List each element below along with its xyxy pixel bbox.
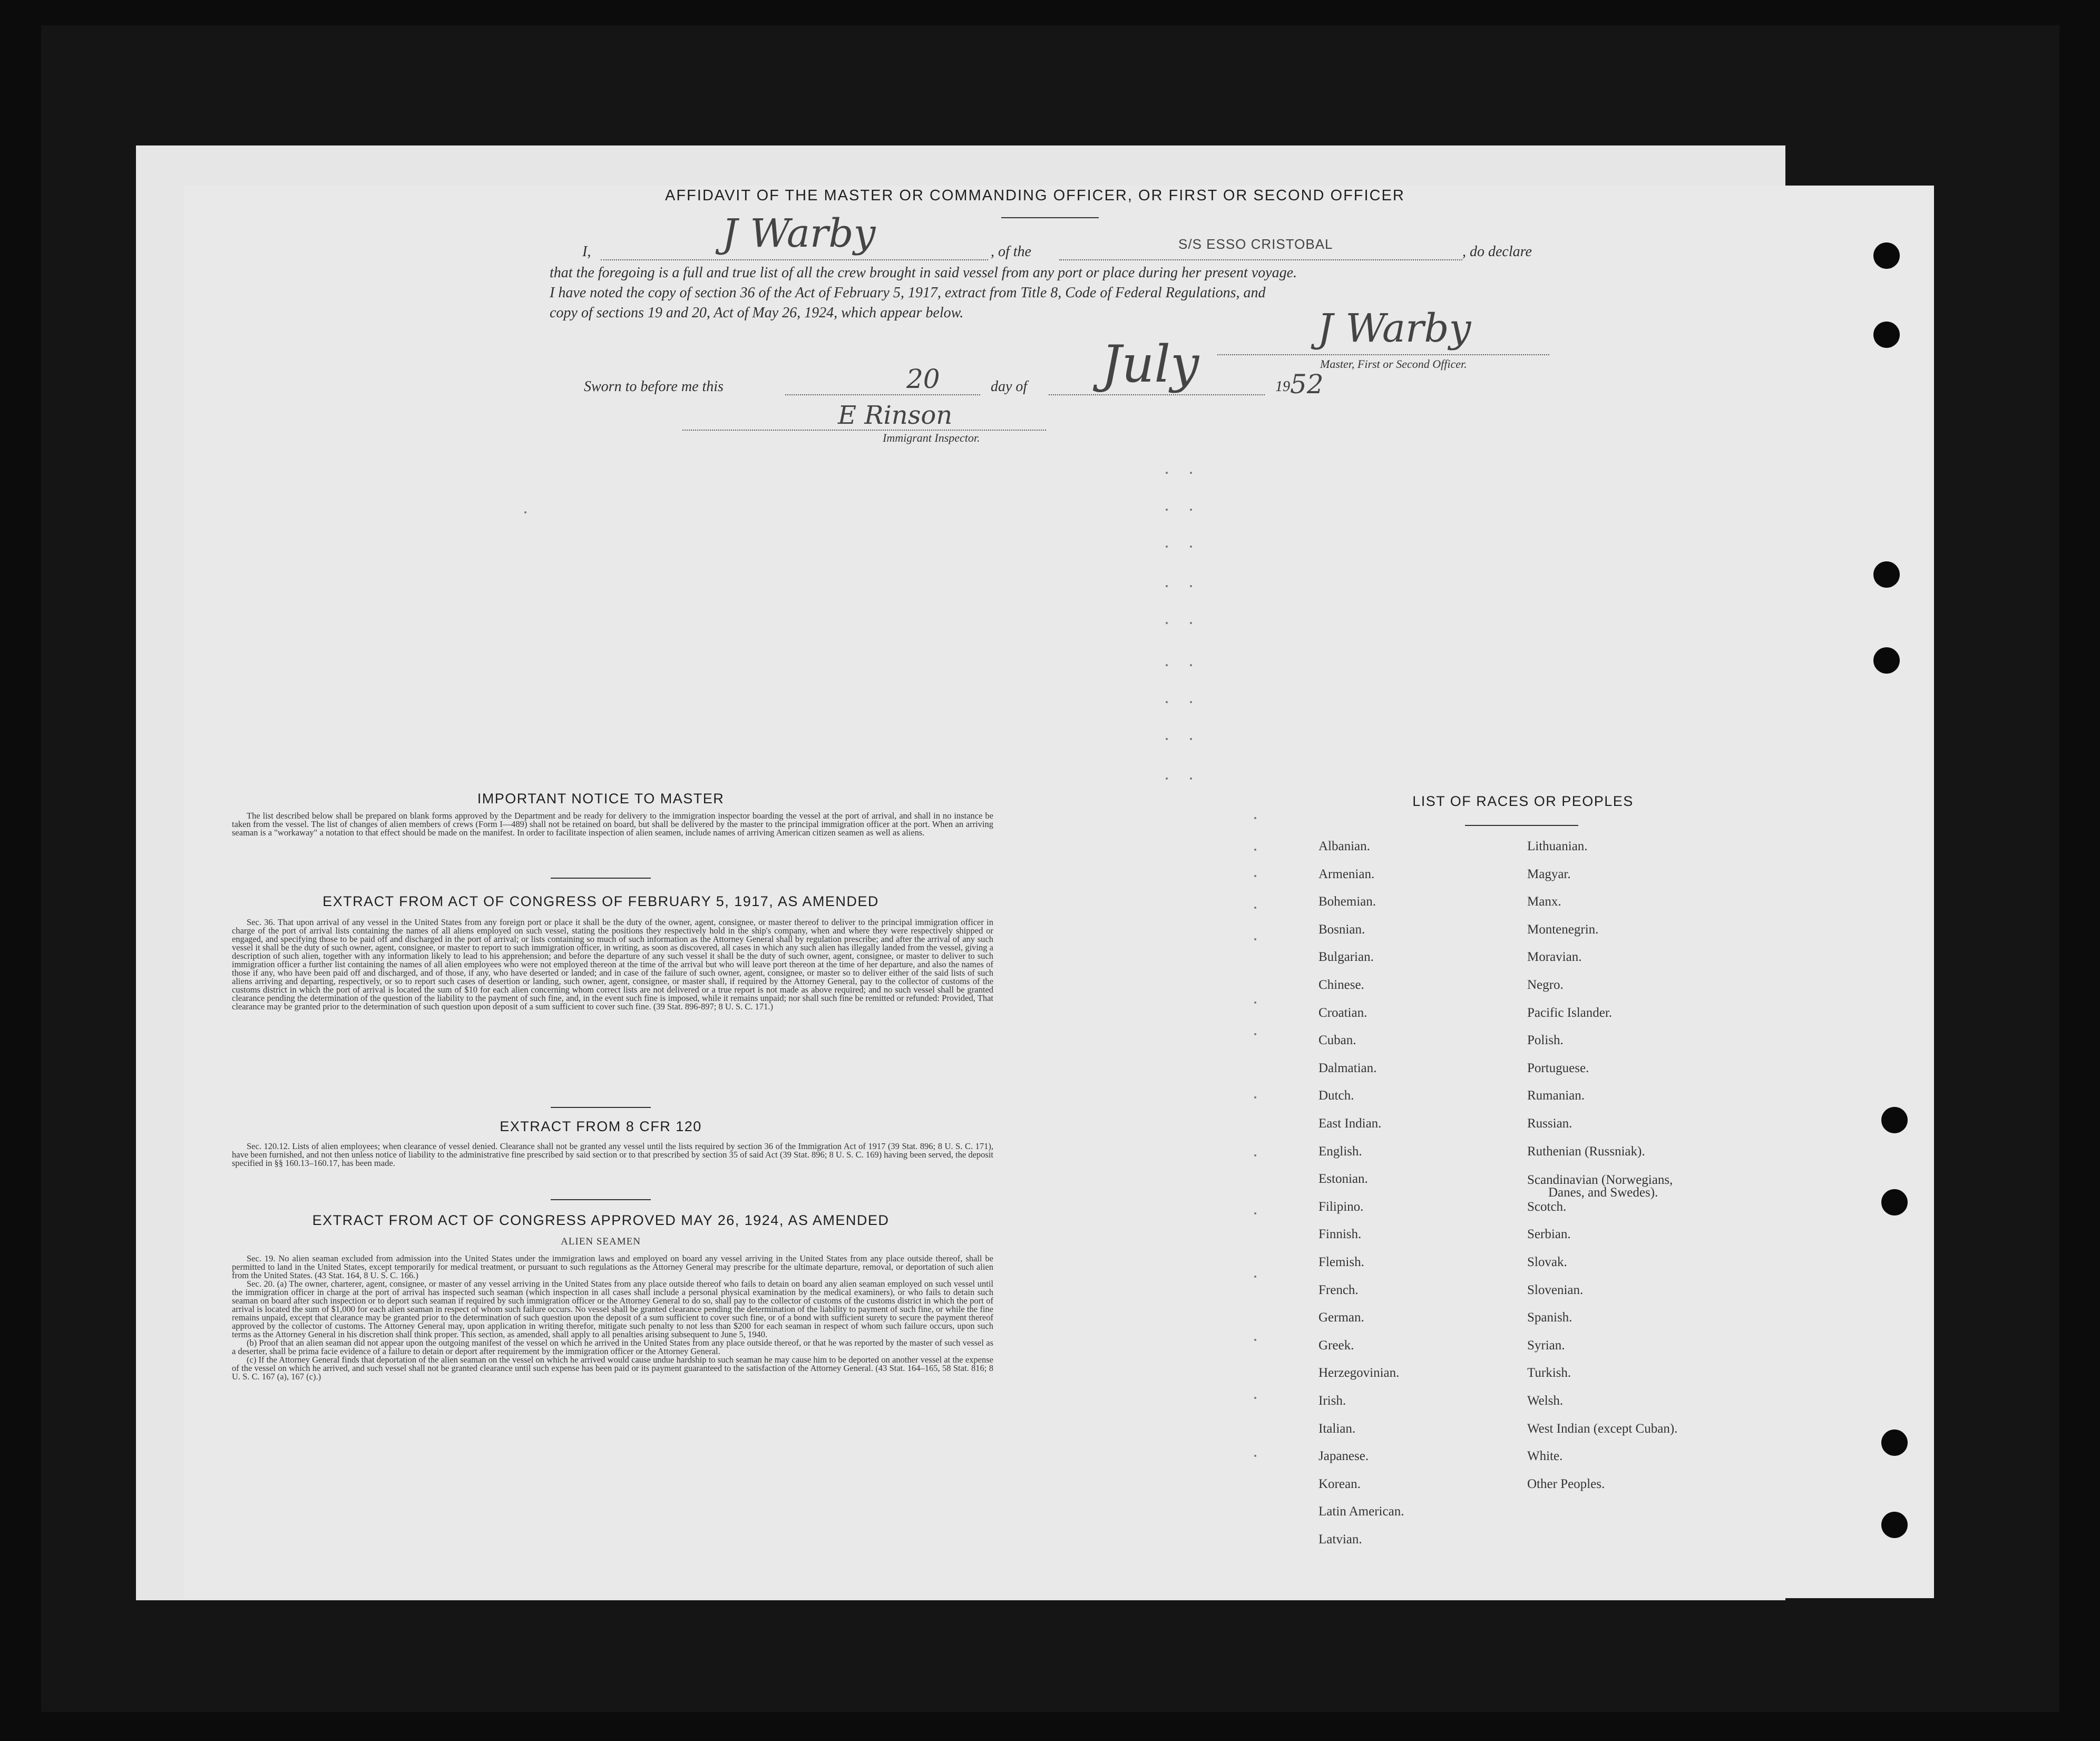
day-of-label: day of [991,378,1028,395]
page-speck [1254,1397,1256,1399]
master-signature-line [1217,354,1549,355]
extract-1917-heading: EXTRACT FROM ACT OF CONGRESS OF FEBRUARY 5, 1917, AS AMENDED [323,893,879,909]
race-item: Russian. [1527,1116,1572,1131]
race-item: Scandinavian (Norwegians, [1527,1173,1673,1188]
page-speck [1254,1455,1256,1457]
race-item: Montenegrin. [1527,922,1599,937]
page-speck [1166,701,1168,703]
notice-heading: IMPORTANT NOTICE TO MASTER [477,791,725,806]
races-divider [1465,825,1578,826]
punch-hole-icon [1873,647,1900,674]
page-speck [524,511,526,513]
race-item: Latvian. [1318,1532,1362,1547]
race-item: Korean. [1318,1476,1361,1491]
affidavit-line-2: that the foregoing is a full and true list of all the crew brought in said vessel from any port or place during her present voyage. [550,265,1297,281]
extract-1924-heading: EXTRACT FROM ACT OF CONGRESS APPROVED MAY 26, 1924, AS AMENDED [312,1212,890,1228]
page-speck [1190,622,1192,624]
extract-1924-paragraph: Sec. 19. No alien seaman excluded from admission into the United States under the immigration laws and employed on board any vessel arriving in the United States from any place outside thereof, shall be permitted to land in the United States, except temporarily for medical treatment, or pursuant to such regulations as the Attorney General may prescribe for the ultimate departure, removal, or deportation of such alien from the United States. (43 Stat. 164, 8 U. S. C. 166.) [232,1253,993,1280]
extract-1924-paragraph: Sec. 20. (a) The owner, charterer, agent, consignee, or master of any vessel arriving in the United States from any place outside thereof who fails to detain on board any alien seaman employed on such vessel until the immigration officer in charge at the port of arrival has inspected such seaman (which inspection in all cases shall include a personal physical examination by the medical examiners), or who fails to detain such seaman on board after such inspection or to deport such seaman if required by such immigration officer or the Attorney General to do so, shall pay to the collector of customs of the customs district in which the port of arrival is located the sum of $1,000 for each alien seaman in respect of whom such failure occurs. No vessel shall be granted clearance pending the determination of the liability to payment of such fine, or while the fine remains unpaid, except that clearance may be granted prior to the determination of such question upon the deposit of a sum sufficient to cover such fine, or of a bond with sufficient surety to secure the payment thereof approved by the collector of customs. The Attorney General may, upon application in writing therefor, mitigate such penalty to not less than $200 for each seaman in respect of whom such failure occurs, upon such terms as the Attorney General in his discretion shall think proper. This section, as amended, shall apply to all penalties arising subsequent to June 5, 1940. [232,1279,993,1339]
vessel-line [1059,259,1462,260]
affidavit-line-3: I have noted the copy of section 36 of the Act of February 5, 1917, extract from Title 8, Code of Federal Regulations, and [550,285,1266,301]
extract-cfr-text [232,1142,993,1168]
month-value: July [1101,335,1199,394]
page-speck [1190,738,1192,740]
punch-hole-icon [1881,1429,1908,1456]
race-item: Ruthenian (Russniak). [1527,1144,1645,1159]
race-item: Lithuanian. [1527,839,1588,853]
page-speck [1254,875,1256,877]
race-item: Latin American. [1318,1504,1404,1519]
section-divider [551,878,651,879]
race-item: Herzegovinian. [1318,1366,1400,1380]
page-speck [1166,622,1168,624]
race-item: Bohemian. [1318,894,1376,909]
page-speck [1190,546,1192,548]
race-item: East Indian. [1318,1116,1382,1131]
notice-text [232,812,993,837]
race-item: Italian. [1318,1421,1356,1436]
race-item: Spanish. [1527,1310,1572,1325]
page-speck [1166,509,1168,511]
signer-line [601,259,988,260]
page-speck [1254,1001,1256,1004]
race-item: Japanese. [1318,1449,1369,1464]
race-item: Irish. [1318,1394,1346,1408]
signer-signature: J Warby [722,211,876,256]
page-speck [1254,938,1256,940]
year-prefix: 19 [1275,378,1290,395]
race-item: Negro. [1527,978,1564,992]
page-speck [1254,1276,1256,1278]
race-item: Manx. [1527,894,1561,909]
sworn-label: Sworn to before me this [584,378,724,395]
affidavit-i-label: I, [582,244,591,260]
inspector-label: Immigrant Inspector. [883,431,980,444]
do-declare-label: , do declare [1462,244,1532,260]
extract-1924-paragraph: (c) If the Attorney General finds that deportation of the alien seaman on the vessel on which he arrived would cause undue hardship to such seaman he may cause him to be deported on another vessel at the expense of the vessel on which he arrived, and such vessel shall not be granted clearance until such expense has been paid or its payment guaranteed to the satisfaction of the Attorney General. (43 Stat. 164–165, 58 Stat. 816; 8 U. S. C. 167 (a), 167 (c).) [232,1355,993,1382]
page-speck [1254,1339,1256,1341]
race-item: Pacific Islander. [1527,1005,1613,1020]
race-item: Scotch. [1527,1199,1567,1214]
race-item: White. [1527,1449,1563,1464]
punch-hole-icon [1881,1189,1908,1215]
page-speck [1254,907,1256,909]
race-item: Syrian. [1527,1338,1565,1353]
page-speck [1190,585,1192,587]
page-speck [1166,472,1168,474]
alien-seamen-subheading: ALIEN SEAMEN [561,1236,641,1247]
extract-1917-paragraph: Sec. 36. That upon arrival of any vessel in the United States from any foreign port or place it shall be the duty of the owner, agent, consignee, or master thereof to deliver to the principal immigration officer in charge of the port of arrival lists containing the names of all aliens employed on such vessel, stating the positions they respectively hold in the ship's company, when and where they were respectively shipped or engaged, and specifying those to be paid off and discharged in the port of arrival; or lists containing so much of such information as the Attorney General shall by regulation prescribe; and after the arrival of any such vessel it shall be the duty of such owner, agent, consignee, or master to report to such immigration officer, in writing, as soon as discovered, all cases in which any such alien has illegally landed from the vessel, giving a description of such alien, together with any information likely to lead to his apprehension; and before the departure of any such vessel it shall be the duty of such owner, agent, consignee, or master to deliver to such immigration officer a further list containing the names of all alien employees who were not employed thereon at the time of the arrival but who will leave port thereon at the time of her departure, and also the names of those if any, who have been paid off and discharged, and of those, if any, who have deserted or landed; and in case of the failure of such owner, agent, consignee, or master so to deliver either of the said lists of such aliens arriving and departing, respectively, or so to report such cases of desertion or landing, such owner, agent, consignee, or master shall, if required by the Attorney General, pay to the collector of customs of the customs district in which the port of arrival is located the sum of $10 for each alien concerning whom correct lists are not delivered or a true report is not made as above required; and no such vessel shall be granted clearance pending the determination of the question of the liability to the payment of such fine, and, in the event such fine is imposed, while it remains unpaid; nor shall such fine be remitted or refunded: Provided, That clearance may be granted prior to the determination of such question upon deposit of a sum sufficient to cover such fine. (39 Stat. 896-897; 8 U. S. C. 171.) [232,917,993,1011]
page-speck [1254,817,1256,819]
punch-hole-icon [1881,1512,1908,1538]
affidavit-line-4: copy of sections 19 and 20, Act of May 26, 1924, which appear below. [550,305,964,321]
page-speck [1166,585,1168,587]
race-item: Danes, and Swedes). [1548,1185,1658,1200]
page-speck [1190,701,1192,703]
race-item: Albanian. [1318,839,1370,853]
page-speck [1254,1033,1256,1035]
race-item: Magyar. [1527,867,1571,881]
race-item: Finnish. [1318,1227,1362,1242]
section-divider [551,1199,651,1200]
race-item: Dutch. [1318,1088,1354,1103]
race-item: Turkish. [1527,1366,1571,1380]
page-speck [1254,1096,1256,1098]
race-item: Estonian. [1318,1172,1368,1186]
extract-cfr-paragraph: Sec. 120.12. Lists of alien employees; when clearance of vessel denied. Clearance shall not be granted any vessel until the lists required by section 36 of the Immigration Act of 1917 (39 Stat. 896; 8 U. S. C. 171), have been furnished, and not then unless notice of liability to the administrative fine prescribed by said section or to that prescribed by section 35 of said Act (39 Stat. 896; 8 U. S. C. 169) having been served, the deposit specified in §§ 160.13–160.17, has been made. [232,1141,993,1168]
extract-1924-text [232,1254,993,1381]
vessel-name: S/S ESSO CRISTOBAL [1178,236,1333,252]
master-label: Master, First or Second Officer. [1320,357,1467,371]
race-item: Slovak. [1527,1255,1567,1269]
race-item: Portuguese. [1527,1061,1589,1075]
race-item: Cuban. [1318,1033,1356,1048]
race-item: West Indian (except Cuban). [1527,1421,1678,1436]
page-speck [1166,777,1168,780]
day-value: 20 [906,364,940,394]
race-item: Bulgarian. [1318,950,1374,965]
race-item: Polish. [1527,1033,1564,1048]
race-item: Serbian. [1527,1227,1571,1242]
title-divider [1001,217,1099,218]
race-item: Flemish. [1318,1255,1364,1269]
race-item: Moravian. [1527,950,1582,965]
punch-hole-icon [1873,561,1900,588]
race-item: Welsh. [1527,1394,1564,1408]
race-item: German. [1318,1310,1364,1325]
race-item: Dalmatian. [1318,1061,1377,1075]
year-value: 52 [1290,369,1324,400]
page-speck [1166,664,1168,666]
extract-cfr-heading: EXTRACT FROM 8 CFR 120 [500,1118,702,1134]
page-speck [1166,546,1168,548]
race-item: Chinese. [1318,978,1364,992]
page-speck [1166,738,1168,740]
document-page [184,186,1934,1598]
section-divider [551,1107,651,1108]
punch-hole-icon [1873,242,1900,269]
race-item: Filipino. [1318,1199,1364,1214]
affidavit-title: AFFIDAVIT OF THE MASTER OR COMMANDING OFFICER, OR FIRST OR SECOND OFFICER [665,187,1405,204]
race-item: English. [1318,1144,1362,1159]
race-item: Bosnian. [1318,922,1365,937]
extract-1924-paragraph: (b) Proof that an alien seaman did not appear upon the outgoing manifest of the vessel on which he arrived in the United States from any place outside thereof, or that he was reported by the master of such vessel as a deserter, shall be prima facie evidence of a failure to detain or deport after requirement by the immigration officer or the Attorney General. [232,1338,993,1356]
page-speck [1254,1154,1256,1156]
race-item: Croatian. [1318,1005,1368,1020]
page-speck [1190,777,1192,780]
notice-paragraph: The list described below shall be prepared on blank forms approved by the Department and be ready for delivery to the immigration inspector boarding the vessel at the port of arrival, and shall in no instance be taken from the vessel. The list of changes of alien members of crews (Form I—489) shall not be retained on board, but shall be delivered by the master to the principal immigration officer at the port. When an arriving seaman is a "workaway" a notation to that effect should be made on the manifest. In order to facilitate inspection of alien seamen, include names of arriving American citizen seamen as well as aliens. [232,811,993,838]
page-speck [1190,472,1192,474]
race-item: Armenian. [1318,867,1375,881]
race-item: French. [1318,1282,1359,1297]
race-item: Other Peoples. [1527,1476,1605,1491]
race-item: Rumanian. [1527,1088,1585,1103]
races-heading: LIST OF RACES OR PEOPLES [1412,793,1634,809]
punch-hole-icon [1873,322,1900,348]
race-item: Greek. [1318,1338,1354,1353]
inspector-signature: E Rinson [838,401,953,430]
page-speck [1254,1212,1256,1214]
of-the-label: , of the [991,244,1031,260]
page-speck [1254,849,1256,851]
page-speck [1190,664,1192,666]
master-signature: J Warby [1317,306,1471,351]
punch-hole-icon [1881,1107,1908,1133]
extract-1917-text [232,918,993,1011]
month-line [1049,394,1265,395]
day-line [785,394,980,395]
race-item: Slovenian. [1527,1282,1584,1297]
page-speck [1190,509,1192,511]
